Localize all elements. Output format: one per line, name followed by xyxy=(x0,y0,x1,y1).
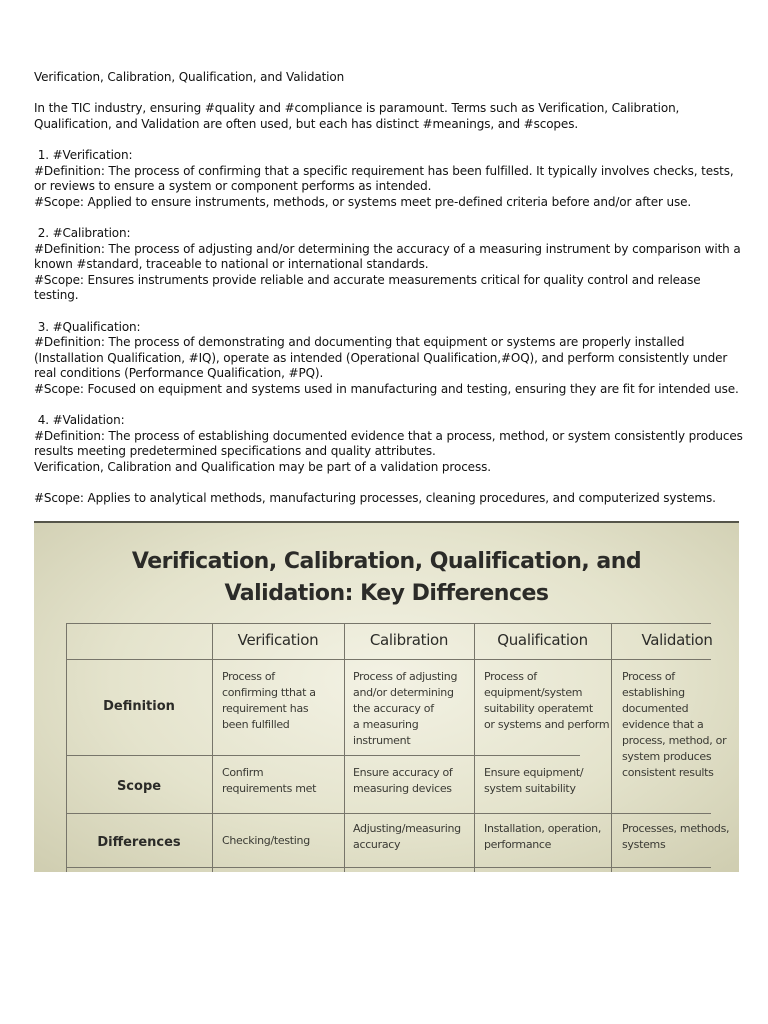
section-note-validation: Verification, Calibration and Qualification may be part of a validation process. xyxy=(34,459,491,474)
row-header-definition: Definition xyxy=(103,699,175,714)
table-cell: Installation, operation, performance xyxy=(484,822,602,851)
section-title-calibration: 2. #Calibration: xyxy=(34,225,131,240)
comparison-table xyxy=(66,623,730,872)
table-rule xyxy=(611,623,612,872)
section-scope-verification: #Scope: Applied to ensure instruments, methods, or systems meet pre-defined criteria before and/or after use. xyxy=(34,194,692,209)
section-definition-qualification: #Definition: The process of demonstrating and documenting that equipment or systems are properly installed (Installation Qualification, #IQ), operate as intended (Operational Qualification,#OQ), and perform consistently under real conditions (Performance Qualification, #PQ). xyxy=(34,335,728,381)
table-cell: Process of confirming tthat a requirement has been fulfilled xyxy=(222,670,316,731)
table-cell: Confirm requirements met xyxy=(222,766,317,795)
section-scope-qualification: #Scope: Focused on equipment and systems used in manufacturing and testing, ensuring they are fit for intended use. xyxy=(34,381,739,396)
table-cell: Ensure accuracy of measuring devices xyxy=(353,766,453,795)
document-heading: Verification, Calibration, Qualification, and Validation xyxy=(34,70,345,84)
section-scope-validation: #Scope: Applies to analytical methods, manufacturing processes, cleaning procedures, and computerized systems. xyxy=(34,491,716,506)
intro-paragraph: In the TIC industry, ensuring #quality and #compliance is paramount. Terms such as Verification, Calibration, Qualification, and Validation are often used, but each has distinct #meanings, and #scopes. xyxy=(34,101,680,131)
section-definition-calibration: #Definition: The process of adjusting and/or determining the accuracy of a measuring instrument by comparison with a known #standard, traceable to national or international standards. xyxy=(34,241,741,272)
table-cell: Ensure equipment/ system suitability xyxy=(484,766,584,795)
figure-title-line-2: Validation: Key Differences xyxy=(224,581,549,606)
column-header-qualification: Qualification xyxy=(497,631,588,649)
column-header-calibration: Calibration xyxy=(369,631,449,649)
table-cell: Process of establishing documented evidence that a process, method, or system produces consistent results xyxy=(622,670,727,779)
table-rule xyxy=(66,659,711,660)
section-definition-validation: #Definition: The process of establishing documented evidence that a process, method, or system consistently produces results meeting predetermined specifications and quality attributes. xyxy=(34,428,743,459)
table-rule xyxy=(66,867,711,868)
table-rule xyxy=(212,623,213,872)
table-rule xyxy=(66,755,580,756)
figure-title-line-1: Verification, Calibration, Qualification, and xyxy=(131,549,642,574)
table-cell: Process of equipment/system suitability operatemt or systems and perform xyxy=(484,670,610,731)
section-title-verification: 1. #Verification: xyxy=(34,147,133,162)
table-cell: Processes, methods, systems xyxy=(622,822,730,851)
table-cell: Adjusting/measuring accuracy xyxy=(353,822,461,851)
table-rule xyxy=(66,813,711,814)
row-header-differences: Differences xyxy=(97,835,181,850)
row-header-scope: Scope xyxy=(116,779,162,794)
table-rule xyxy=(344,623,345,872)
column-header-verification: Verification xyxy=(237,631,319,649)
section-definition-verification: #Definition: The process of confirming that a specific requirement has been fulfilled. It typically involves checks, tests, or reviews to ensure a system or component performs as intended. xyxy=(34,163,734,194)
document-body xyxy=(34,70,746,507)
table-rule xyxy=(66,623,711,624)
table-cell: Process of adjusting and/or determining the accuracy of a measuring instrument xyxy=(353,670,458,747)
section-scope-calibration: #Scope: Ensures instruments provide reliable and accurate measurements critical for quality control and release testing. xyxy=(34,272,701,303)
comparison-figure xyxy=(34,521,739,872)
table-rule xyxy=(474,623,475,872)
table-cell: Checking/testing xyxy=(222,834,310,847)
column-header-validation: Validation xyxy=(641,631,713,649)
section-title-validation: 4. #Validation: xyxy=(34,413,125,428)
section-title-qualification: 3. #Qualification: xyxy=(34,319,141,334)
